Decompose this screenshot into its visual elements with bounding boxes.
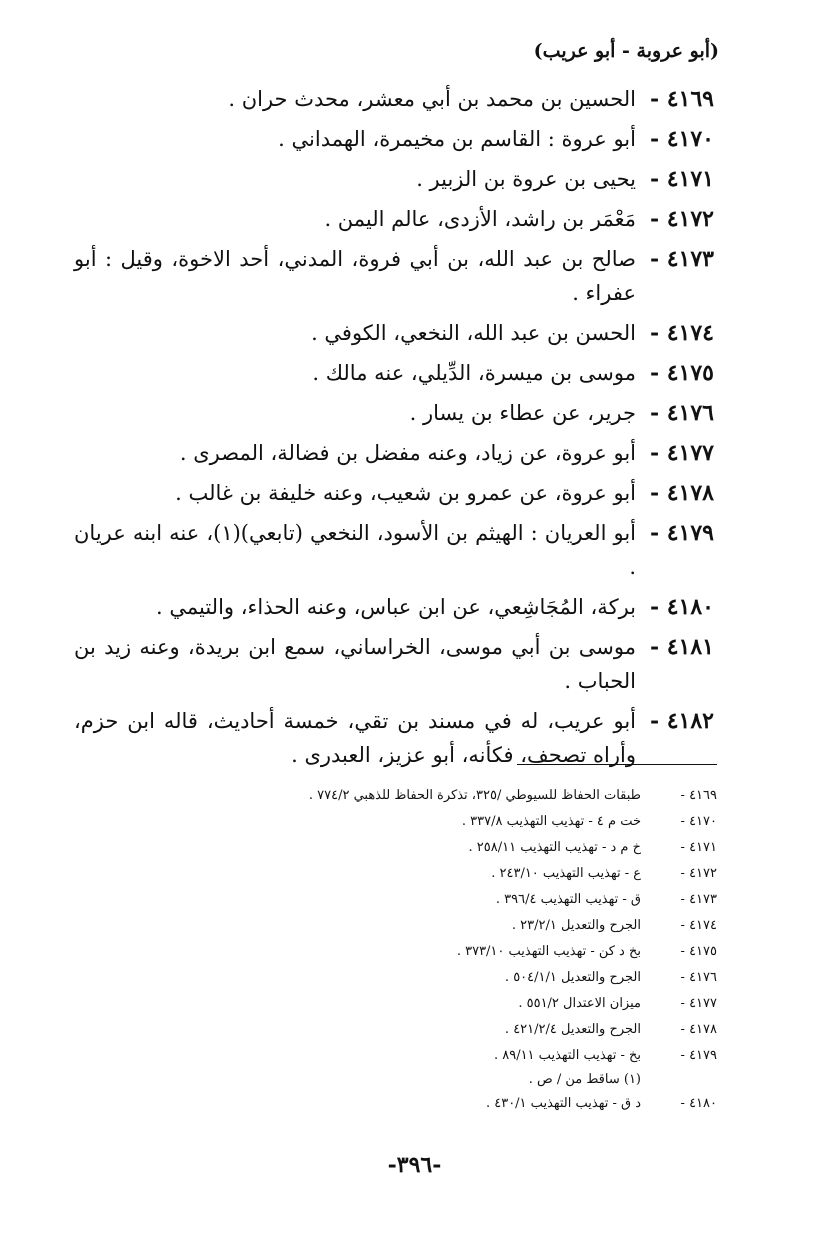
entry-number: ٤١٨١ -	[649, 634, 714, 660]
entry-number: ٤١٦٩ -	[649, 86, 714, 112]
entry-number: ٤١٧٨ -	[649, 480, 714, 506]
entry-number: ٤١٨٢ -	[649, 708, 714, 734]
footnote-number: ٤١٧٤ -	[680, 918, 717, 933]
entry-text: أبو العريان : الهيثم بن الأسود، النخعي (تابعي)(١)، عنه ابنه عريان .	[74, 521, 636, 579]
page-number: -٣٩٦-	[387, 1152, 442, 1178]
entry-item	[74, 590, 714, 624]
footnote-item	[157, 913, 717, 939]
footnote-number: ٤١٧٥ -	[680, 944, 717, 959]
entry-item	[74, 704, 714, 772]
entry-item	[74, 630, 714, 698]
footnote-item	[157, 835, 717, 861]
footnote-number: ٤١٧٧ -	[680, 996, 717, 1011]
footnote-text: الجرح والتعديل ٤٢١/٢/٤ .	[504, 1022, 641, 1037]
entry-item	[74, 316, 714, 350]
footnote-item	[157, 965, 717, 991]
entry-item	[74, 202, 714, 236]
footnote-text: ع - تهذيب التهذيب ٢٤٣/١٠ .	[491, 866, 641, 881]
entry-item	[74, 242, 714, 310]
entry-number: ٤١٧٩ -	[649, 520, 714, 546]
footnote-text: بخ د كن - تهذيب التهذيب ٣٧٣/١٠ .	[456, 944, 641, 959]
entry-text: مَعْمَر بن راشد، الأزدى، عالم اليمن .	[324, 207, 636, 231]
running-head: (أبو عروبة - أبو عريب)	[533, 40, 719, 62]
footnote-number: ٤١٦٩ -	[680, 788, 717, 803]
entry-item	[74, 436, 714, 470]
footnote-number: ٤١٧٨ -	[680, 1022, 717, 1037]
footnote-number: ٤١٧٦ -	[680, 970, 717, 985]
footnote-number: ٤١٧٩ -	[680, 1048, 717, 1063]
entry-text: موسى بن ميسرة، الدِّيلي، عنه مالك .	[312, 361, 636, 385]
entry-text: صالح بن عبد الله، بن أبي فروة، المدني، أحد الاخوة، وقيل : أبو عفراء .	[74, 247, 636, 305]
entry-item	[74, 476, 714, 510]
footnote-item	[157, 991, 717, 1017]
entry-text: جرير، عن عطاء بن يسار .	[409, 401, 636, 425]
entry-text: أبو عروة : القاسم بن مخيمرة، الهمداني .	[278, 127, 636, 151]
footnote-text: خت م ٤ - تهذيب التهذيب ٣٣٧/٨ .	[461, 814, 641, 829]
footnote-number: ٤١٨٠ -	[680, 1096, 717, 1111]
entry-text: الحسن بن عبد الله، النخعي، الكوفي .	[311, 321, 636, 345]
footnote-number: ٤١٧٠ -	[680, 814, 717, 829]
footnote-item	[157, 861, 717, 887]
footnote-item	[157, 1017, 717, 1043]
footnote-item	[157, 939, 717, 965]
entry-number: ٤١٧٠ -	[649, 126, 714, 152]
entry-text: يحيى بن عروة بن الزبير .	[416, 167, 636, 191]
entry-number: ٤١٧٤ -	[649, 320, 714, 346]
footnote-item	[157, 1091, 717, 1117]
footnote-text: خ م د - تهذيب التهذيب ٢٥٨/١١ .	[468, 840, 641, 855]
entry-item	[74, 122, 714, 156]
entry-item	[74, 396, 714, 430]
entry-item	[74, 516, 714, 584]
entry-text: الحسين بن محمد بن أبي معشر، محدث حران .	[228, 87, 636, 111]
footnote-subnote: (١) ساقط من / ص .	[528, 1072, 641, 1087]
entry-number: ٤١٧٧ -	[649, 440, 714, 466]
entry-item	[74, 82, 714, 116]
footnote-number: ٤١٧١ -	[680, 840, 717, 855]
footnote-text: طبقات الحفاظ للسيوطي /٣٢٥، تذكرة الحفاظ للذهبي ٧٧٤/٢ .	[308, 788, 641, 803]
footnote-text: بخ - تهذيب التهذيب ٨٩/١١ .	[493, 1048, 641, 1063]
footnote-item	[157, 1043, 717, 1069]
footnote-text: ق - تهذيب التهذيب ٣٩٦/٤ .	[495, 892, 641, 907]
entry-item	[74, 356, 714, 390]
entry-number: ٤١٧٥ -	[649, 360, 714, 386]
entry-text: موسى بن أبي موسى، الخراساني، سمع ابن بريدة، وعنه زيد بن الحباب .	[74, 635, 636, 693]
entry-number: ٤١٧٦ -	[649, 400, 714, 426]
entry-text: أبو عريب، له في مسند بن تقي، خمسة أحاديث، قاله ابن حزم، وأراه تصحف، فكأنه، أبو عزيز، العبدرى .	[74, 709, 636, 767]
footnote-number: ٤١٧٣ -	[680, 892, 717, 907]
footnote-text: د ق - تهذيب التهذيب ٤٣٠/١ .	[485, 1096, 641, 1111]
entry-text: أبو عروة، عن زياد، وعنه مفضل بن فضالة، المصرى .	[179, 441, 636, 465]
entry-item	[74, 162, 714, 196]
entry-number: ٤١٧١ -	[649, 166, 714, 192]
footnote-item	[157, 783, 717, 809]
footnote-text: ميزان الاعتدال ٥٥١/٢ .	[518, 996, 641, 1011]
entry-text: أبو عروة، عن عمرو بن شعيب، وعنه خليفة بن غالب .	[175, 481, 636, 505]
footnote-item	[157, 809, 717, 835]
entry-number: ٤١٧٢ -	[649, 206, 714, 232]
footnote-item	[157, 887, 717, 913]
footnote-number: ٤١٧٢ -	[680, 866, 717, 881]
footnote-divider	[517, 764, 717, 765]
footnote-text: الجرح والتعديل ٥٠٤/١/١ .	[504, 970, 641, 985]
entry-list	[74, 82, 714, 778]
entry-number: ٤١٧٣ -	[649, 246, 714, 272]
footnote-text: الجرح والتعديل ٢٣/٢/١ .	[511, 918, 641, 933]
footnote-list	[157, 783, 717, 1117]
entry-text: بركة، المُجَاشِعي، عن ابن عباس، وعنه الحذاء، والتيمي .	[156, 595, 636, 619]
entry-number: ٤١٨٠ -	[649, 594, 714, 620]
